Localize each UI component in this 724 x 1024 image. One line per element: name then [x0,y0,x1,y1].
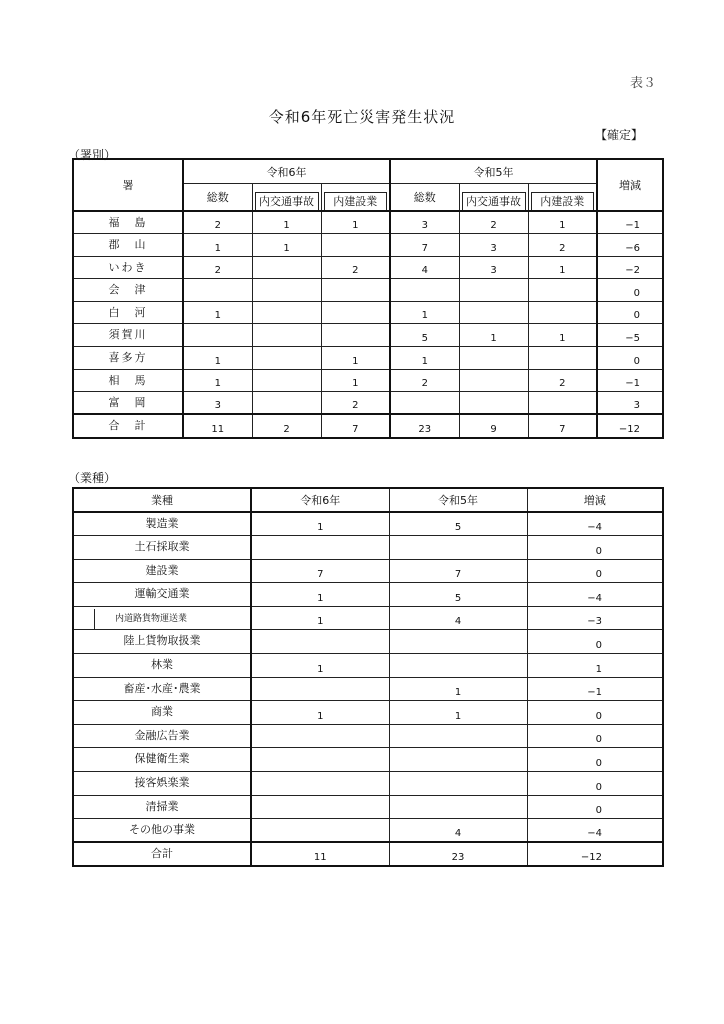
cell-r5-total: 2 [390,369,459,392]
cell-diff: −12 [597,414,663,438]
table-row [73,392,663,415]
table-row [73,347,663,370]
cell-r6-total [183,279,252,302]
cell-r5: 4 [389,606,527,630]
cell-r6-construction: 1 [321,369,390,392]
cell-r5-traffic [459,279,528,302]
cell-diff: 0 [597,279,663,302]
cell-r5-construction [528,301,597,324]
cell-r6-traffic: 2 [252,414,321,438]
cell-r6-total: 1 [183,234,252,257]
table-row [73,630,663,654]
section-label-by-office: （署別） [68,148,117,162]
cell-diff: −6 [597,234,663,257]
table-row [73,654,663,678]
cell-r5-construction: 1 [528,324,597,347]
table-row [73,583,663,607]
cell-r6: 1 [251,701,389,725]
cell-r6 [251,536,389,560]
cell-r5-traffic [459,301,528,324]
industry-name: 商業 [73,701,251,725]
cell-r5 [389,630,527,654]
table-row [73,772,663,796]
cell-r6 [251,630,389,654]
header-diff: 増減 [597,159,663,211]
cell-r6-construction: 2 [321,256,390,279]
office-name: 相 馬 [73,369,183,392]
header-r6-traffic: 内交通事故 [255,192,319,210]
cell-r6: 1 [251,654,389,678]
cell-r6-traffic [252,347,321,370]
office-name: 喜多方 [73,347,183,370]
cell-diff: −4 [527,583,663,607]
cell-r5-traffic [459,347,528,370]
cell-r6-traffic [252,369,321,392]
status-label: 【確定】 [595,128,644,142]
cell-r6: 7 [251,559,389,583]
table-row [73,748,663,772]
cell-r5 [389,772,527,796]
cell-r5: 7 [389,559,527,583]
table-row [73,324,663,347]
office-name: 富 岡 [73,392,183,415]
cell-diff: 1 [527,654,663,678]
cell-r5 [389,748,527,772]
cell-diff: −4 [527,512,663,536]
table-row [73,536,663,560]
cell-r6-traffic [252,256,321,279]
cell-r6: 1 [251,606,389,630]
cell-r5-total: 1 [390,347,459,370]
cell-diff: 3 [597,392,663,415]
cell-diff: −1 [597,211,663,234]
cell-r5-construction: 7 [528,414,597,438]
cell-r5-construction [528,279,597,302]
cell-r5-total: 7 [390,234,459,257]
cell-diff: 0 [527,630,663,654]
industry-name: 陸上貨物取扱業 [73,630,251,654]
cell-r5-traffic [459,392,528,415]
cell-r6-total: 2 [183,256,252,279]
table-row [73,234,663,257]
cell-r5-construction: 1 [528,256,597,279]
header-r6: 令和6年 [251,488,389,512]
cell-r5 [389,654,527,678]
cell-r6: 11 [251,842,389,866]
table-row [73,512,663,536]
office-name: 福 島 [73,211,183,234]
cell-r5-traffic: 1 [459,324,528,347]
cell-r6-construction: 1 [321,347,390,370]
header-r5-traffic: 内交通事故 [462,192,526,210]
table-row [73,279,663,302]
cell-r5-total: 3 [390,211,459,234]
cell-diff: 0 [527,772,663,796]
office-name: 会 津 [73,279,183,302]
industry-name: 接客娯楽業 [73,772,251,796]
industry-name: 製造業 [73,512,251,536]
table-row [73,819,663,843]
cell-r6 [251,772,389,796]
industry-name: 内道路貨物運送業 [94,609,187,629]
cell-diff: 0 [527,748,663,772]
cell-r6-construction [321,324,390,347]
cell-diff: 0 [527,795,663,819]
cell-r6: 1 [251,583,389,607]
section-label-by-industry: （業種） [68,471,117,485]
header-r6-construction: 内建設業 [324,192,388,210]
table-number-label: 表３ [630,76,657,91]
cell-diff: −5 [597,324,663,347]
cell-diff: 0 [597,347,663,370]
cell-diff: −12 [527,842,663,866]
cell-r6-total: 2 [183,211,252,234]
cell-r6 [251,724,389,748]
industry-name: その他の事業 [73,819,251,843]
table-row [73,701,663,725]
industry-name: 保健衛生業 [73,748,251,772]
document-title: 令和6年死亡災害発生状況 [268,108,456,126]
cell-r5-traffic [459,369,528,392]
header-industry: 業種 [73,488,251,512]
header-r6: 令和6年 [183,159,390,183]
cell-r6 [251,795,389,819]
table-row [73,256,663,279]
cell-r5: 5 [389,512,527,536]
industry-name-cell [73,606,251,630]
cell-r5-total: 4 [390,256,459,279]
cell-r6-total [183,324,252,347]
cell-r5-construction: 1 [528,211,597,234]
cell-r6: 1 [251,512,389,536]
cell-r5-total [390,279,459,302]
office-name: いわき [73,256,183,279]
office-name: 須賀川 [73,324,183,347]
cell-diff: −4 [527,819,663,843]
industry-table [72,487,664,867]
cell-r5: 4 [389,819,527,843]
cell-r5-construction: 2 [528,369,597,392]
cell-r5 [389,724,527,748]
cell-r5-traffic: 3 [459,234,528,257]
total-row [73,842,663,866]
cell-r5-total [390,392,459,415]
cell-diff: 0 [597,301,663,324]
cell-r6-total: 3 [183,392,252,415]
office-name: 合 計 [73,414,183,438]
cell-r5: 1 [389,701,527,725]
cell-r6-construction [321,234,390,257]
cell-r6-construction [321,279,390,302]
industry-name: 合計 [73,842,251,866]
cell-r5-construction [528,347,597,370]
cell-r6-construction: 2 [321,392,390,415]
cell-r6-traffic [252,324,321,347]
table-row [73,211,663,234]
cell-diff: −3 [527,606,663,630]
table-row [73,369,663,392]
cell-r6-total: 1 [183,301,252,324]
cell-r5-construction [528,392,597,415]
cell-r6 [251,819,389,843]
cell-r6-traffic [252,279,321,302]
cell-diff: −1 [597,369,663,392]
industry-name: 清掃業 [73,795,251,819]
office-name: 白 河 [73,301,183,324]
cell-r5 [389,536,527,560]
cell-r6-traffic: 1 [252,211,321,234]
industry-name: 林業 [73,654,251,678]
cell-r6-total: 1 [183,369,252,392]
header-office: 署 [73,159,183,211]
header-r5-construction: 内建設業 [531,192,595,210]
cell-r6-traffic [252,392,321,415]
cell-r5-total: 23 [390,414,459,438]
office-table [72,158,664,439]
cell-r5-traffic: 2 [459,211,528,234]
table-row [73,559,663,583]
cell-r5: 5 [389,583,527,607]
cell-r5-traffic: 9 [459,414,528,438]
cell-r6-construction: 7 [321,414,390,438]
header-r5-total: 総数 [390,183,459,211]
header-r5: 令和5年 [389,488,527,512]
industry-name: 運輸交通業 [73,583,251,607]
cell-r5-traffic: 3 [459,256,528,279]
header-r5: 令和5年 [390,159,597,183]
cell-r6-traffic [252,301,321,324]
table-row [73,677,663,701]
office-name: 郡 山 [73,234,183,257]
cell-r6 [251,748,389,772]
industry-name: 畜産･水産･農業 [73,677,251,701]
table-row [73,795,663,819]
header-diff: 増減 [527,488,663,512]
header-r6-total: 総数 [183,183,252,211]
table-row [73,724,663,748]
cell-diff: 0 [527,559,663,583]
cell-diff: 0 [527,724,663,748]
table-row [73,606,663,630]
cell-r5 [389,795,527,819]
cell-r5-total: 5 [390,324,459,347]
total-row [73,414,663,438]
cell-r6-traffic: 1 [252,234,321,257]
industry-name: 土石採取業 [73,536,251,560]
cell-r6-total: 1 [183,347,252,370]
cell-diff: 0 [527,701,663,725]
cell-r6-total: 11 [183,414,252,438]
cell-r6-construction: 1 [321,211,390,234]
cell-diff: −1 [527,677,663,701]
industry-name: 金融広告業 [73,724,251,748]
cell-diff: −2 [597,256,663,279]
cell-r5-construction: 2 [528,234,597,257]
cell-r5: 1 [389,677,527,701]
cell-r6 [251,677,389,701]
cell-r6-construction [321,301,390,324]
cell-r5: 23 [389,842,527,866]
cell-r5-total: 1 [390,301,459,324]
cell-diff: 0 [527,536,663,560]
table-row [73,301,663,324]
industry-name: 建設業 [73,559,251,583]
